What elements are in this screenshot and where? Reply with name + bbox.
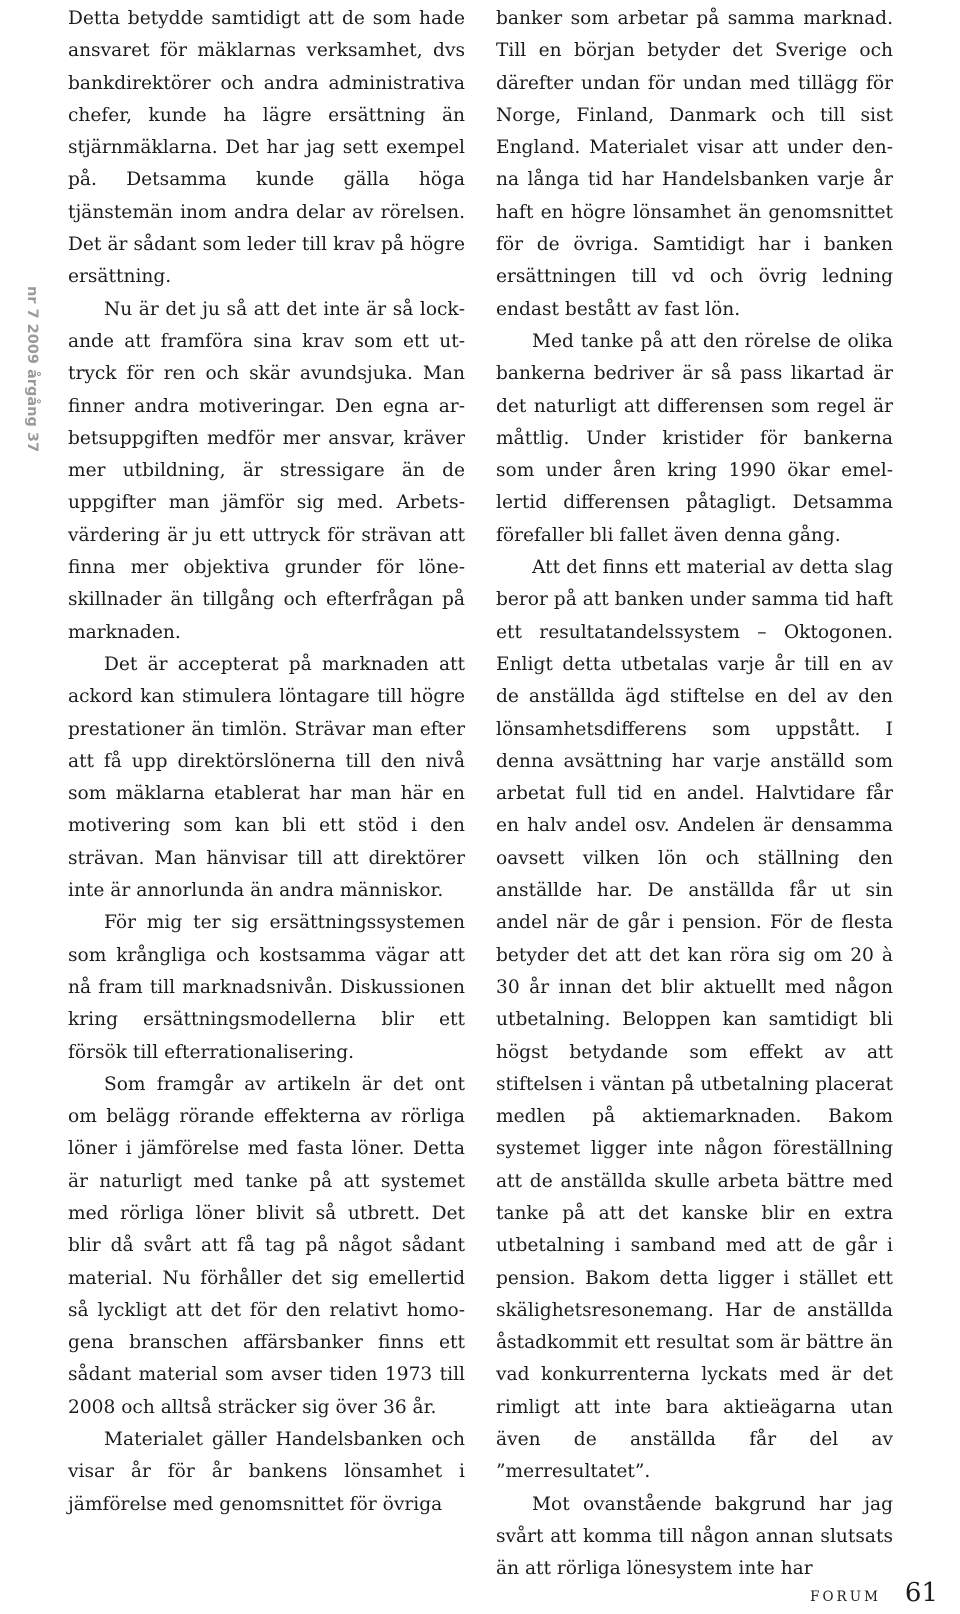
paragraph: Som framgår av artikeln är det ont om belägg rörande effekterna av rörliga löner i jämförelse med fasta löner. Detta är naturligt med tanke på att systemet med rörliga löner blivit så utbrett. Det blir då svårt att få tag på något sådant material. Nu förhåller det sig emellertid så lyckligt att det för den relativt homogena branschen affärsbanker finns ett sådant material som avser tiden 1973 till 2008 och alltså sträcker sig över 36 år. (68, 1073, 465, 1418)
paragraph: banker som arbetar på samma marknad. Till en början betyder det Sverige och därefter undan för undan med tillägg för Norge, Finland, Danmark och till sist England. Materialet visar att under denna långa tid har Handelsbanken varje år haft en högre lönsamhet än genomsnittet för de övriga. Samtidigt har i banken ersättningen till vd och övrig ledning endast bestått av fast lön. (496, 8, 893, 320)
paragraph: Det är accepterat på marknaden att ackord kan stimulera löntagare till högre prestationer än timlön. Strävar man efter att få upp direktörslönerna till den nivå som mäklarna etablerat har man här en motivering som kan bli ett stöd i den strävan. Man hänvisar till att direktörer inte är annorlunda än andra människor. (68, 653, 465, 902)
right-text-column (496, 3, 893, 1586)
page-number: 61 (904, 1578, 938, 1608)
paragraph: Nu är det ju så att det inte är så lockande att framföra sina krav som ett uttryck för ren och skär avundsjuka. Man finner andra motiveringar. Den egna arbetsuppgiften medför mer ansvar, kräver mer utbildning, är stressigare än de uppgifter man jämför sig med. Arbetsvärdering är ju ett uttryck för strävan att finna mer objektiva grunder för löneskillnader än tillgång och efterfrågan på marknaden. (68, 298, 465, 643)
paragraph: Med tanke på att den rörelse de olika bankerna bedriver är så pass likartad är det naturligt att differensen som regel är måttlig. Under kristider för bankerna som under åren kring 1990 ökar emellertid differensen påtagligt. Detsamma förefaller bli fallet även denna gång. (496, 330, 893, 546)
page-footer (810, 1578, 938, 1608)
paragraph: Materialet gäller Handelsbanken och visar år för år bankens lönsamhet i jämförelse med genomsnittet för övriga (68, 1429, 465, 1515)
journal-name: FORUM (810, 1589, 881, 1605)
issue-label: nr 7 2009 årgång 37 (24, 285, 40, 453)
paragraph: Detta betydde samtidigt att de som hade ansvaret för mäklarnas verksamhet, dvs bankdirektörer och andra administrativa chefer, kunde ha lägre ersättning än stjärnmäklarna. Det har jag sett exempel på. Detsamma kunde gälla höga tjänstemän inom andra delar av rörelsen. Det är sådant som leder till krav på högre ersättning. (68, 8, 465, 288)
paragraph: För mig ter sig ersättningssystemen som krångliga och kostsamma vägar att nå fram till marknadsnivån. Diskussionen kring ersättningsmodellerna blir ett försök till efterrationalisering. (68, 912, 465, 1063)
left-text-column (68, 3, 465, 1521)
paragraph: Att det finns ett material av detta slag beror på att banken under samma tid haft ett resultatandelssystem – Oktogonen. Enligt detta utbetalas varje år till en av de anställda ägd stiftelse en del av den lönsamhetsdifferens som uppstått. I denna avsättning har varje anställd som arbetat full tid en andel. Halvtidare får en halv andel osv. Andelen är densamma oavsett vilken lön och ställning den anställde har. De anställda får ut sin andel när de går i pension. För de flesta betyder det att det kan röra sig om 20 à 30 år innan det blir aktuellt med någon utbetalning. Beloppen kan samtidigt bli högst betydande som effekt av att stiftelsen i väntan på utbetalning placerat medlen på aktiemarknaden. Bakom systemet ligger inte någon föreställning att de anställda skulle arbeta bättre med tanke på att det kanske blir en extra utbetalning i samband med att de går i pension. Bakom detta ligger i stället ett skälighetsresonemang. Har de anställda åstadkommit ett resultat som är bättre än vad konkurrenterna lyckats med är det rimligt att inte bara aktieägarna utan även de anställda får del av ”merresultatet”. (496, 557, 893, 1483)
paragraph: Mot ovanstående bakgrund har jag svårt att komma till någon annan slutsats än att rörliga lönesystem inte har (496, 1493, 893, 1580)
